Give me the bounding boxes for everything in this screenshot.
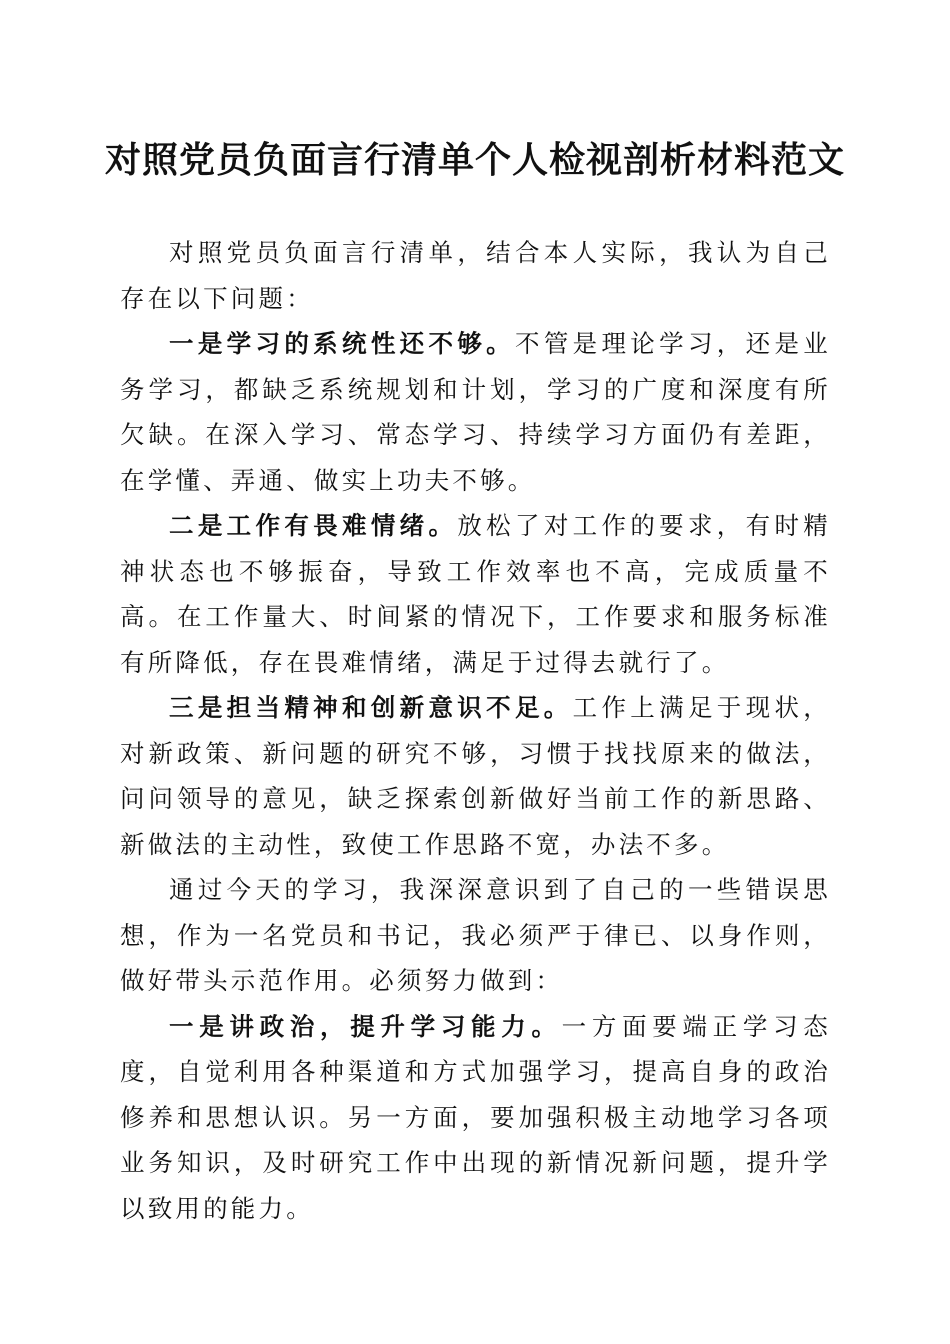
paragraph-intro bbox=[120, 230, 831, 321]
paragraph-lead: 一是学习的系统性还不够。 bbox=[169, 329, 515, 358]
paragraph-text: 不管是理论学习，还是业务学习，都缺乏系统规划和计划，学习的广度和深度有所欠缺。在深入学习、常态学习、持续学习方面仍有差距，在学懂、弄通、做实上功夫不够。 bbox=[120, 329, 831, 495]
document-title: 对照党员负面言行清单个人检视剖析材料范文 bbox=[104, 139, 845, 181]
paragraph-text: 工作上满足于现状，对新政策、新问题的研究不够，习惯于找找原来的做法，问问领导的意见，缺乏探索创新做好当前工作的新思路、新做法的主动性，致使工作思路不宽，办法不多。 bbox=[120, 693, 831, 859]
paragraph-lead: 二是工作有畏难情绪。 bbox=[169, 511, 458, 540]
paragraph-issue-3 bbox=[120, 685, 831, 867]
paragraph-issue-2 bbox=[120, 503, 831, 685]
paragraph-text: 通过今天的学习，我深深意识到了自己的一些错误思想，作为一名党员和书记，我必须严于律已、以身作则，做好带头示范作用。必须努力做到： bbox=[120, 875, 831, 995]
document-body bbox=[120, 230, 831, 1231]
paragraph-lead: 一是讲政治，提升学习能力。 bbox=[169, 1011, 562, 1041]
paragraph-text: 放松了对工作的要求，有时精神状态也不够振奋，导致工作效率也不高，完成质量不高。在工作量大、时间紧的情况下，工作要求和服务标准有所降低，存在畏难情绪，满足于过得去就行了。 bbox=[120, 511, 832, 677]
paragraph-text: 一方面要端正学习态度，自觉利用各种渠道和方式加强学习，提高自身的政治修养和思想认识。另一方面，要加强积极主动地学习各项业务知识，及时研究工作中出现的新情况新问题，提升学以致用的能力。 bbox=[120, 1011, 831, 1223]
paragraph-measure-1 bbox=[120, 1004, 831, 1232]
paragraph-issue-1 bbox=[120, 321, 831, 503]
paragraph-text: 对照党员负面言行清单，结合本人实际，我认为自己存在以下问题： bbox=[120, 238, 831, 313]
paragraph-reflection bbox=[120, 867, 831, 1004]
paragraph-lead: 三是担当精神和创新意识不足。 bbox=[169, 693, 573, 722]
